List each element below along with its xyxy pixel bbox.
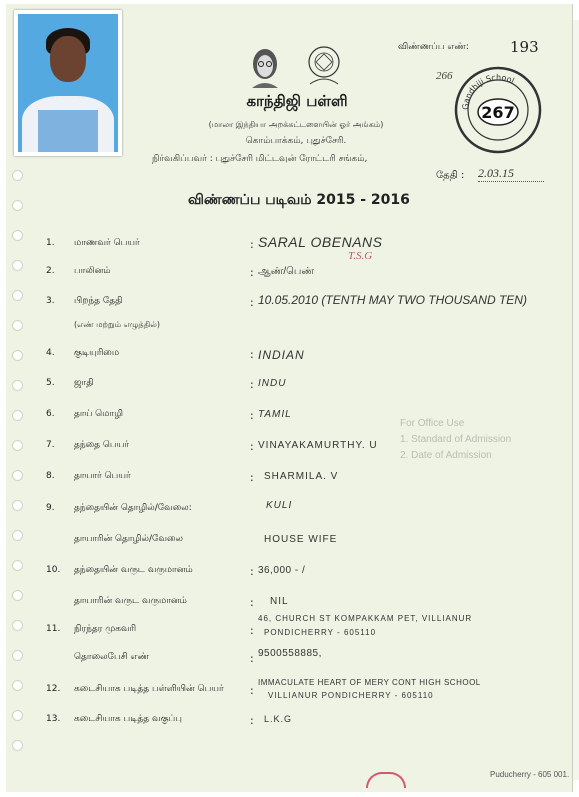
field-label: கடைசியாக படித்த வகுப்பு: [74, 714, 182, 724]
field-label: நிரந்தர முகவரி: [74, 624, 137, 634]
field-colon: :: [250, 652, 254, 665]
field-row-gender: [0, 266, 560, 284]
field-row-mother-name: [0, 471, 560, 489]
field-value: 10.05.2010 (TENTH MAY TWO THOUSAND TEN): [258, 293, 527, 307]
field-colon: :: [250, 296, 254, 309]
date-value: 2.03.15: [478, 166, 544, 182]
field-value: VINAYAKAMURTHY. U: [258, 440, 378, 451]
field-colon: :: [250, 596, 254, 609]
field-label: தாய் மொழி: [74, 409, 123, 419]
field-number: 4.: [46, 348, 55, 358]
field-label: தந்தையின் தொழில்/வேலை:: [74, 503, 192, 513]
field-value-line-2: PONDICHERRY - 605110: [264, 628, 377, 637]
field-colon: :: [250, 348, 254, 361]
field-value: HOUSE WIFE: [264, 534, 338, 545]
field-colon: :: [250, 714, 254, 727]
school-name: காந்திஜி பள்ளி: [246, 92, 348, 110]
student-photo: [14, 10, 122, 156]
field-row-father-income: [0, 565, 560, 583]
field-row-mother-tongue: [0, 409, 560, 427]
bleed-through-text: 2. Date of Admission: [400, 450, 492, 461]
field-row-father-occupation: [0, 500, 560, 521]
field-value: SARAL OBENANS: [258, 234, 383, 250]
field-number: 11.: [46, 624, 61, 634]
field-colon: :: [250, 565, 254, 578]
field-label: கடைசியாக படித்த பள்ளியின் பெயர்: [74, 684, 224, 694]
field-number: 8.: [46, 471, 55, 481]
field-number: 5.: [46, 378, 55, 388]
field-label: தொலைபேசி எண்: [74, 652, 150, 662]
field-value: KULI: [266, 500, 293, 511]
footer-address: Puducherry - 605 001.: [490, 770, 570, 779]
field-number: 9.: [46, 503, 55, 513]
field-number: 10.: [46, 565, 61, 575]
field-row-previous-school: [0, 678, 560, 702]
field-number: 3.: [46, 296, 55, 306]
field-value: TAMIL: [258, 409, 292, 420]
field-label: தந்தையின் வருட வருமானம்: [74, 565, 193, 575]
field-label: பிறந்த தேதி: [74, 296, 123, 306]
application-number-value: 193: [510, 38, 539, 56]
field-colon: :: [250, 378, 254, 391]
field-value: SHARMILA. V: [264, 471, 339, 482]
field-colon: :: [250, 684, 254, 697]
field-row-date-of-birth: [0, 293, 560, 314]
field-value: INDIAN: [258, 348, 305, 362]
field-value: L.K.G: [264, 714, 293, 724]
field-row-phone: [0, 648, 560, 670]
field-value: 36,000 - /: [258, 565, 306, 576]
field-label: பாலினம்: [74, 266, 111, 276]
school-emblem-logo: [304, 44, 344, 92]
school-management: நிர்வகிப்பவர் : புதுச்சேரி மிட்டவுன் ரோட்டரி சங்கம்,: [152, 154, 368, 164]
field-row-previous-class: [0, 714, 560, 732]
field-value: NIL: [270, 596, 289, 607]
field-colon: :: [250, 238, 254, 251]
field-label: குடியுரிமை: [74, 348, 120, 358]
field-row-caste: [0, 378, 560, 396]
field-number: 2.: [46, 266, 55, 276]
field-value: IMMACULATE HEART OF MERY CONT HIGH SCHOOL: [258, 678, 481, 687]
field-value: ஆண்/பெண்: [258, 266, 315, 277]
field-number: 6.: [46, 409, 55, 419]
gandhi-portrait-logo: [246, 44, 284, 92]
field-number: 13.: [46, 714, 61, 724]
field-value: INDU: [258, 378, 287, 389]
seal-text: Gandhiji School: [460, 72, 516, 111]
school-location: கொம்பாக்கம், புதுச்சேரி.: [245, 136, 347, 146]
field-row-nationality: [0, 348, 560, 366]
field-label: மாணவர் பெயர்: [74, 238, 140, 248]
field-label: தாயார் பெயர்: [74, 471, 131, 481]
binder-holes: [10, 170, 24, 770]
field-row-father-name: [0, 440, 560, 458]
school-seal-stamp: [452, 64, 544, 156]
field-label: ஜாதி: [74, 378, 94, 388]
date-label: தேதி :: [436, 170, 465, 181]
bleed-through-text: For Office Use: [400, 418, 465, 429]
handwritten-number: 266: [436, 70, 453, 82]
field-value-line-2: VILLIANUR PONDICHERRY - 605110: [268, 691, 434, 700]
field-label: தந்தை பெயர்: [74, 440, 129, 450]
field-row-address: [0, 614, 560, 642]
seal-number: 267: [481, 103, 515, 122]
field-label: தாயாரின் தொழில்/வேலை: [74, 534, 183, 544]
field-colon: :: [250, 409, 254, 422]
field-sub-label: (எண் மற்றும் எழுத்தில்): [74, 320, 160, 329]
field-row-mother-occupation: [0, 534, 560, 552]
field-number: 7.: [46, 440, 55, 450]
field-row-mother-income: [0, 596, 560, 614]
field-row-student-name: [0, 234, 560, 256]
field-label: தாயாரின் வருட வருமானம்: [74, 596, 187, 606]
field-value: 9500558885,: [258, 648, 322, 659]
field-value: 46, CHURCH ST KOMPAKKAM PET, VILLIANUR: [258, 614, 473, 623]
school-affiliation: (மாலா இந்தியா அறக்கட்டளையின் ஓர் அங்கம்): [208, 120, 384, 129]
application-number-label: விண்ணப்ப எண்:: [398, 42, 469, 52]
field-colon: :: [250, 266, 254, 279]
field-colon: :: [250, 624, 254, 637]
field-colon: :: [250, 440, 254, 453]
handwritten-note: T.S.G: [348, 250, 373, 262]
bleed-through-text: 1. Standard of Admission: [400, 434, 512, 445]
field-number: 1.: [46, 238, 55, 248]
form-title: விண்ணப்ப படிவம் 2015 - 2016: [188, 192, 410, 208]
field-number: 12.: [46, 684, 61, 694]
field-colon: :: [250, 471, 254, 484]
